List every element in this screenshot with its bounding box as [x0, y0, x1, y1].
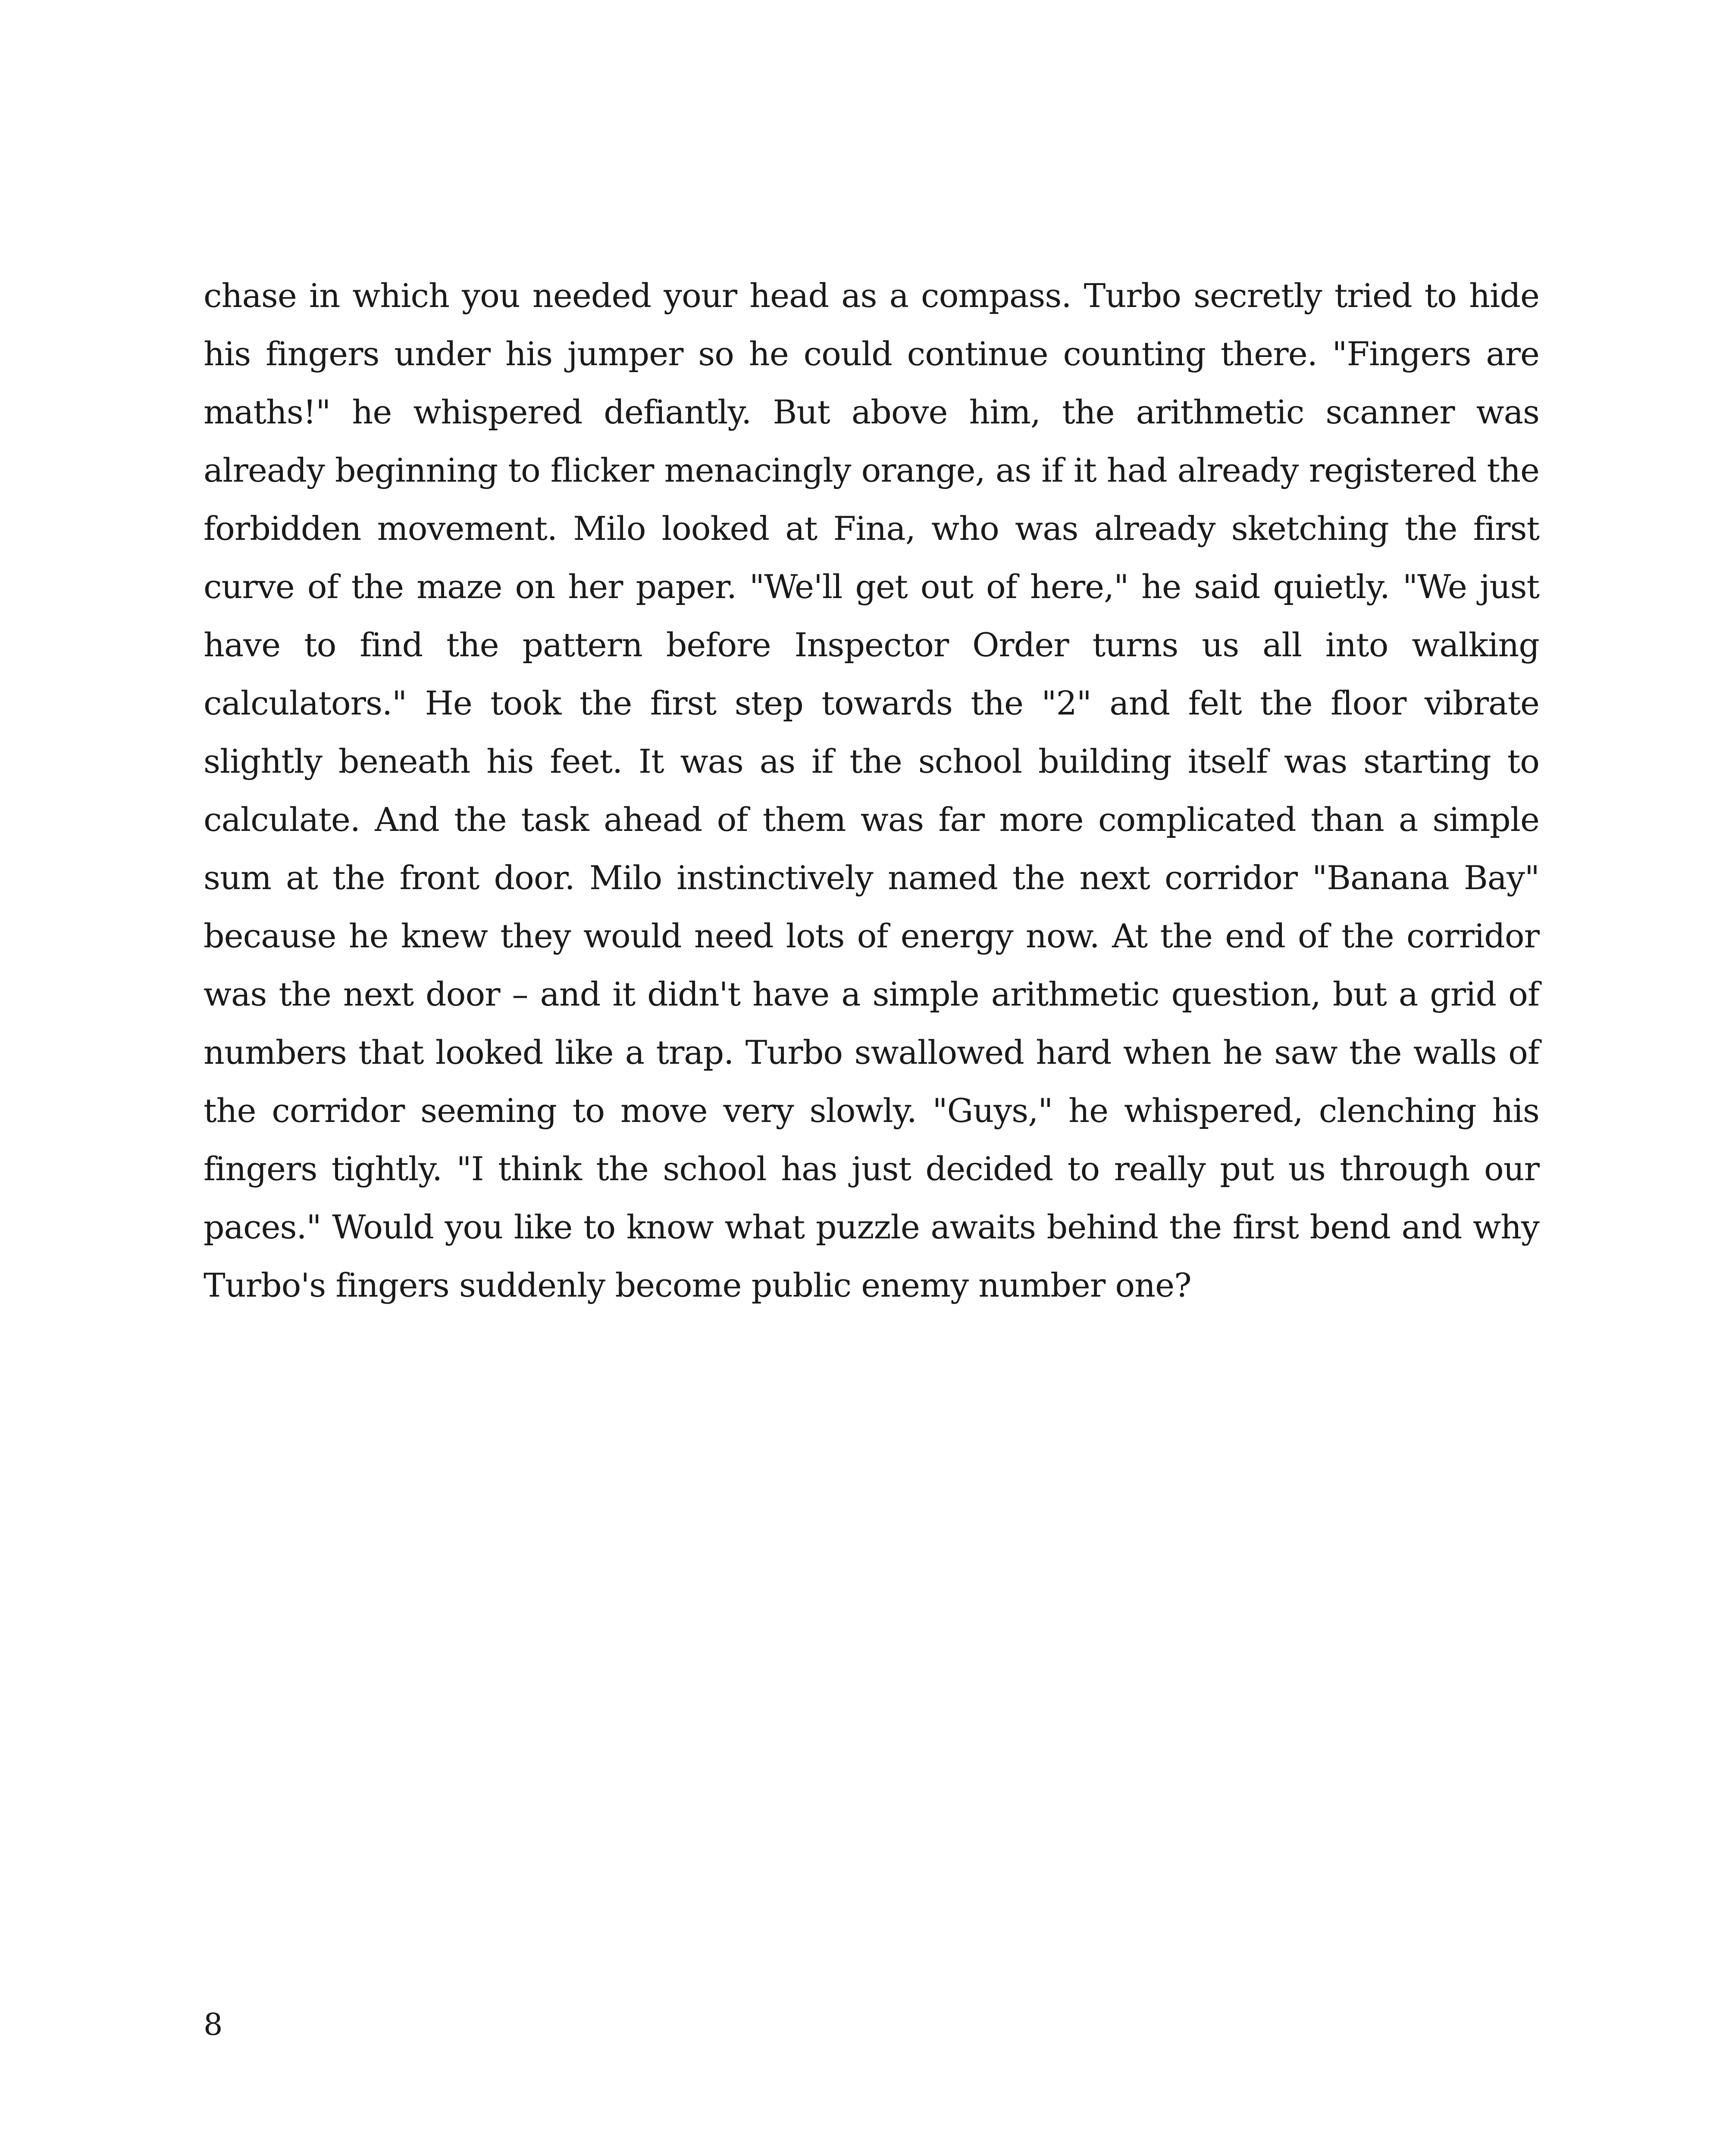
body-paragraph: chase in which you needed your head as a compass. Turbo secretly tried to hide his fingers under his jumper so he could continue counting there. "Fingers are maths!" he whispered defiantly. But above him, the arithmetic scanner was already beginning to flicker menacingly orange, as if it had already registered the forbidden movement. Milo looked at Fina, who was already sketching the first curve of the maze on her paper. "We'll get out of here," he said quietly. "We just have to find the pattern before Inspector Order turns us all into walking calculators." He took the first step towards the "2" and felt the floor vibrate slightly beneath his feet. It was as if the school building itself was starting to calculate. And the task ahead of them was far more complicated than a simple sum at the front door. Milo instinctively named the next corridor "Banana Bay" because he knew they would need lots of energy now. At the end of the corridor was the next door – and it didn't have a simple arithmetic question, but a grid of numbers that looked like a trap. Turbo swallowed hard when he saw the walls of the corridor seeming to move very slowly. "Guys," he whispered, clenching his fingers tightly. "I think the school has just decided to really put us through our paces." Would you like to know what puzzle awaits behind the first bend and why Turbo's fingers suddenly become public enemy number one? [204, 276, 1539, 1304]
page-number: 8 [204, 2007, 223, 2042]
